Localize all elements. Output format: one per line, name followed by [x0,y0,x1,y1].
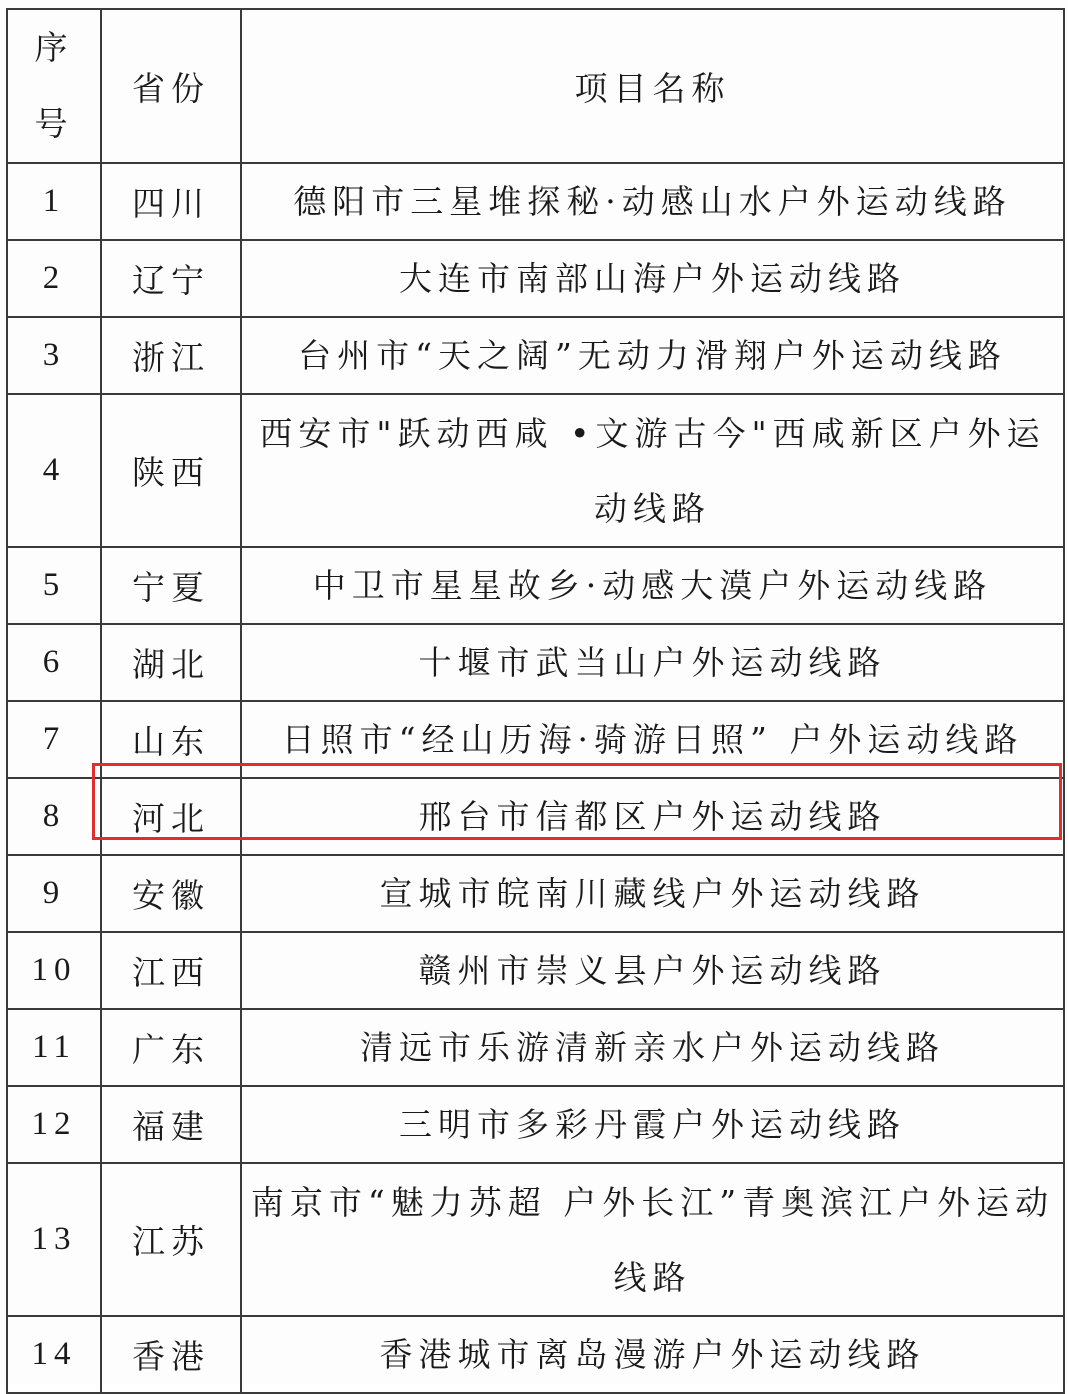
row-project: 宣城市皖南川藏线户外运动线路 [241,855,1064,932]
row-project: 南京市“魅力苏超 户外长江”青奥滨江户外运动线路 [241,1163,1064,1316]
row-number: 13 [7,1163,101,1316]
row-province: 江苏 [101,1163,241,1316]
row-project: 中卫市星星故乡·动感大漠户外运动线路 [241,547,1064,624]
row-project: 西安市"跃动西咸 •文游古今"西咸新区户外运动线路 [241,394,1064,547]
row-project: 日照市“经山历海·骑游日照” 户外运动线路 [241,701,1064,778]
row-province: 浙江 [101,317,241,394]
row-number: 9 [7,855,101,932]
table-row [7,855,1064,932]
row-number: 14 [7,1316,101,1393]
row-province: 四川 [101,163,241,240]
row-province: 香港 [101,1316,241,1393]
row-project: 三明市多彩丹霞户外运动线路 [241,1086,1064,1163]
row-project: 清远市乐游清新亲水户外运动线路 [241,1009,1064,1086]
row-province: 陕西 [101,394,241,547]
table-row [7,1163,1064,1316]
table-row [7,240,1064,317]
header-project-name: 项目名称 [241,9,1064,163]
row-province: 福建 [101,1086,241,1163]
row-number: 5 [7,547,101,624]
row-number: 12 [7,1086,101,1163]
row-number: 7 [7,701,101,778]
row-number: 3 [7,317,101,394]
table-row [7,1086,1064,1163]
row-province: 山东 [101,701,241,778]
table-row [7,1316,1064,1393]
row-number: 6 [7,624,101,701]
row-number: 1 [7,163,101,240]
table-row [7,932,1064,1009]
table-row-highlighted [7,778,1064,855]
row-province: 江西 [101,932,241,1009]
table-row [7,394,1064,547]
row-number: 4 [7,394,101,547]
row-project: 大连市南部山海户外运动线路 [241,240,1064,317]
row-province: 湖北 [101,624,241,701]
row-province: 宁夏 [101,547,241,624]
table-row [7,701,1064,778]
row-project: 香港城市离岛漫游户外运动线路 [241,1316,1064,1393]
row-number: 11 [7,1009,101,1086]
row-province: 河北 [101,778,241,855]
header-province: 省份 [101,9,241,163]
row-province: 广东 [101,1009,241,1086]
row-project: 邢台市信都区户外运动线路 [241,778,1064,855]
table-row [7,317,1064,394]
route-list-table [6,8,1065,1394]
row-number: 2 [7,240,101,317]
table-row [7,547,1064,624]
row-number: 10 [7,932,101,1009]
table-header-row [7,9,1064,163]
row-province: 安徽 [101,855,241,932]
table-row [7,163,1064,240]
table-row [7,1009,1064,1086]
table-row [7,624,1064,701]
header-serial-number: 序 号 [7,9,101,163]
row-project: 德阳市三星堆探秘·动感山水户外运动线路 [241,163,1064,240]
row-project: 台州市“天之阔”无动力滑翔户外运动线路 [241,317,1064,394]
row-province: 辽宁 [101,240,241,317]
row-project: 赣州市崇义县户外运动线路 [241,932,1064,1009]
row-project: 十堰市武当山户外运动线路 [241,624,1064,701]
row-number: 8 [7,778,101,855]
